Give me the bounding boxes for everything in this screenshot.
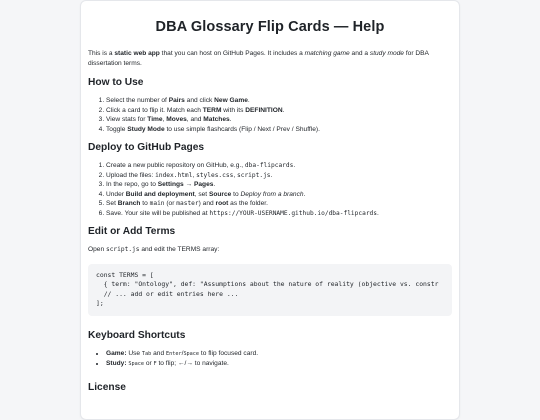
keyboard-shortcuts-heading: Keyboard Shortcuts [88, 329, 186, 341]
intro-text: This is a [88, 50, 115, 57]
code-block [88, 264, 452, 316]
page-title: DBA Glossary Flip Cards — Help [155, 19, 385, 35]
edit-terms-heading: Edit or Add Terms [88, 226, 176, 237]
intro-italic: study mode [369, 50, 404, 57]
deploy-list [88, 161, 452, 218]
list-item: • Game: Use Tab and Enter/Space to flip focused card. [106, 349, 452, 360]
code-line: const TERMS = [ [96, 270, 154, 279]
license-heading: License [88, 381, 126, 393]
list-item: 4. Under Build and deployment, set Source to Deploy from a branch. [106, 190, 452, 200]
intro-text: that you can host on GitHub Pages. It includes a [159, 50, 305, 57]
intro-bold: static web app [114, 50, 160, 57]
edit-terms-paragraph: Open script.js and edit the TERMS array: [88, 246, 220, 253]
intro-text: and a [349, 50, 370, 57]
list-item: 2. Click a card to flip it. Match each TERM with its DEFINITION. [106, 106, 452, 116]
list-item: • Study: Space or F to flip; ←/→ to navigate. [106, 359, 452, 370]
list-item: 1. Create a new public repository on GitHub, e.g., dba-flipcards. [106, 161, 452, 171]
keyboard-shortcuts-list [88, 349, 452, 370]
intro-text: for DBA dissertation terms. [88, 50, 429, 67]
intro-italic: matching game [304, 50, 350, 57]
code-line: ]; [96, 299, 104, 307]
list-item: 3. View stats for Time, Moves, and Matches. [106, 115, 452, 125]
list-item: 1. Select the number of Pairs and click New Game. [106, 96, 452, 106]
list-item: 6. Save. Your site will be published at https://YOUR-USERNAME.github.io/dba-flipcards. [106, 209, 452, 219]
list-item: 4. Toggle Study Mode to use simple flashcards (Flip / Next / Prev / Shuffle). [106, 125, 452, 135]
code-line: { term: "Ontology", def: "Assumptions about the nature of reality (objective vs. constr [96, 280, 439, 288]
how-to-use-list [88, 96, 452, 134]
list-item: 2. Upload the files: index.html, styles.css, script.js. [106, 171, 452, 181]
how-to-use-heading: How to Use [88, 77, 144, 88]
list-item: 3. In the repo, go to Settings → Pages. [106, 180, 452, 190]
code-line: // ... add or edit entries here ... [96, 289, 239, 298]
help-document [80, 0, 460, 420]
deploy-heading: Deploy to GitHub Pages [88, 142, 205, 153]
intro-paragraph [88, 49, 452, 68]
list-item: 5. Set Branch to main (or master) and root as the folder. [106, 199, 452, 209]
